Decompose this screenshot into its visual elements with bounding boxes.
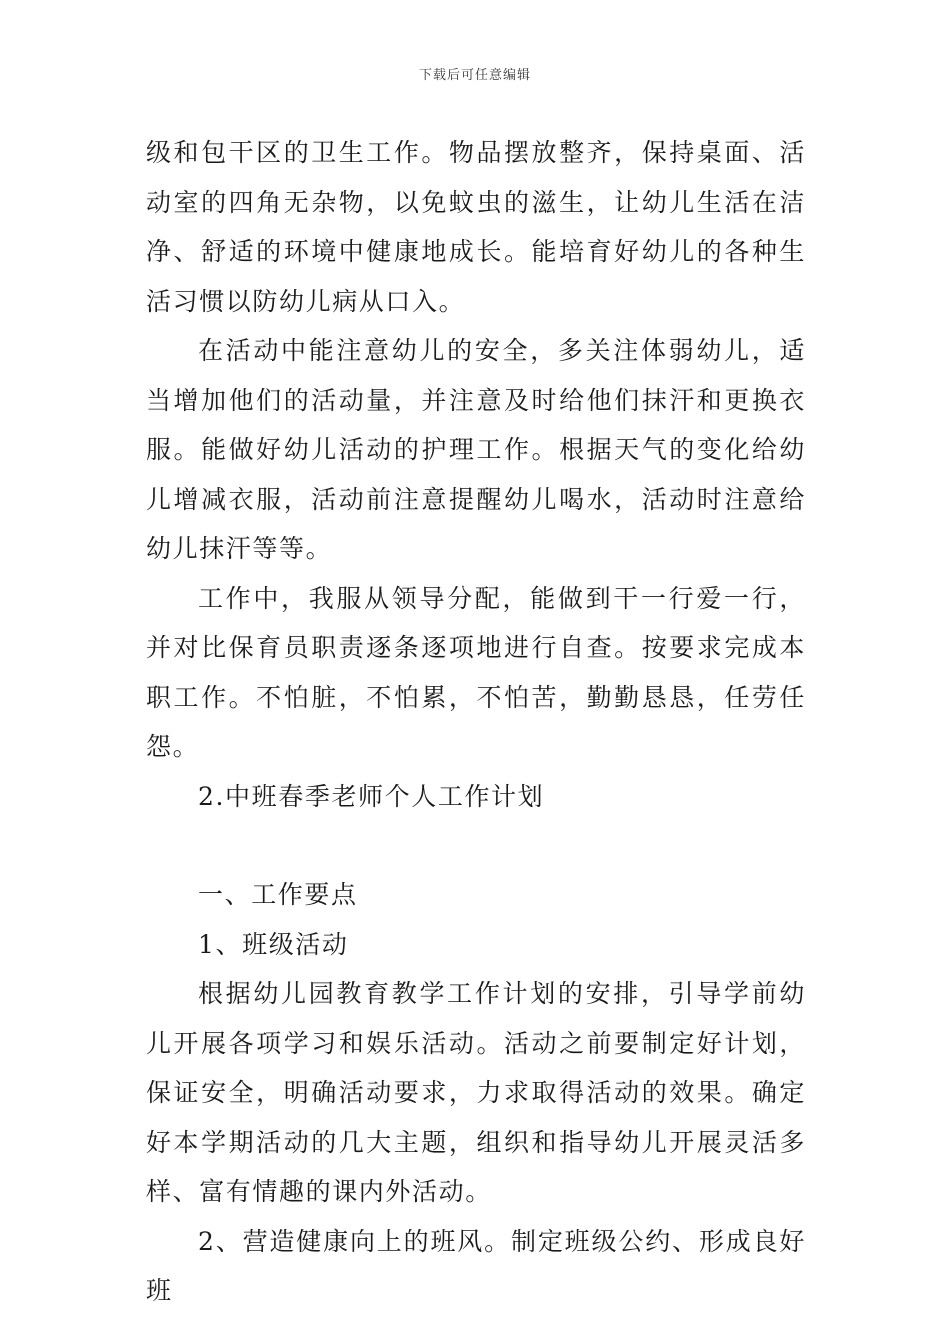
document-body [146, 128, 806, 1316]
page-header-note: 下载后可任意编辑 [418, 68, 531, 83]
subheading-class-activities: 1、班级活动 [198, 929, 349, 959]
paragraph-class-activities: 根据幼儿园教育教学工作计划的安排，引导学前幼儿开展各项学习和娱乐活动。活动之前要制定好计划，保证安全，明确活动要求，力求取得活动的效果。确定好本学期活动的几大主题，组织和指导幼儿开展灵活多样、富有情趣的课内外活动。 [146, 979, 806, 1206]
section-title-plan: 2.中班春季老师个人工作计划 [198, 781, 545, 811]
paragraph-work-attitude: 工作中，我服从领导分配，能做到干一行爱一行，并对比保育员职责逐条逐项地进行自查。按要求完成本职工作。不怕脏，不怕累，不怕苦，勤勤恳恳，任劳任怨。 [146, 583, 806, 761]
heading-work-points: 一、工作要点 [198, 880, 358, 909]
paragraph-hygiene: 级和包干区的卫生工作。物品摆放整齐，保持桌面、活动室的四角无杂物，以免蚊虫的滋生，让幼儿生活在洁净、舒适的环境中健康地成长。能培育好幼儿的各种生活习惯以防幼儿病从口入。 [146, 138, 806, 316]
paragraph-class-atmosphere: 2、营造健康向上的班风。制定班级公约、形成良好班 [146, 1226, 806, 1305]
paragraph-activity-safety: 在活动中能注意幼儿的安全，多关注体弱幼儿，适当增加他们的活动量，并注意及时给他们抹汗和更换衣服。能做好幼儿活动的护理工作。根据天气的变化给幼儿增减衣服，活动前注意提醒幼儿喝水，活动时注意给幼儿抹汗等等。 [146, 336, 806, 563]
